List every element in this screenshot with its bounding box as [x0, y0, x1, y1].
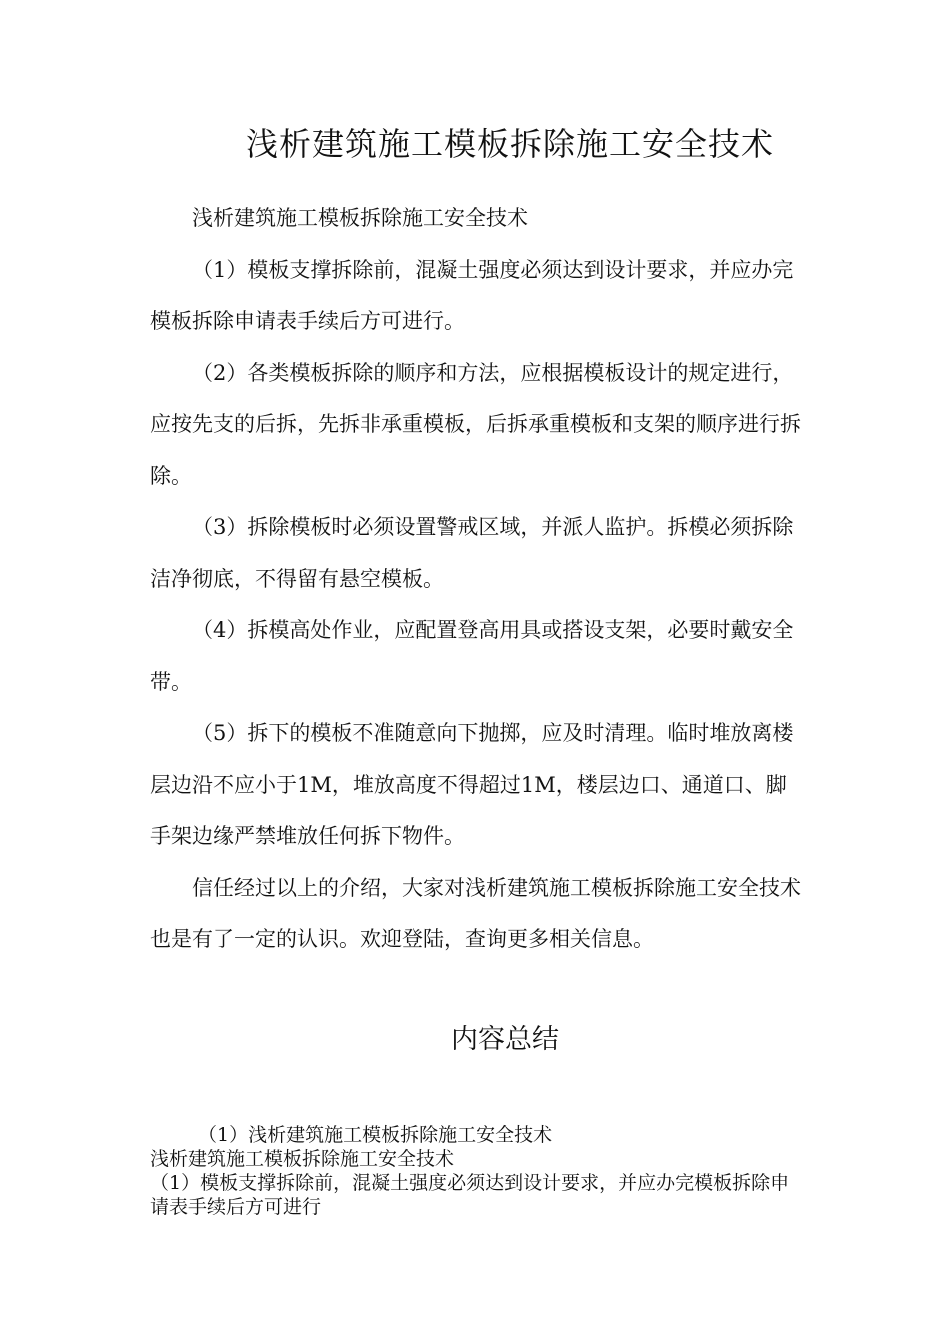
document-title: 浅析建筑施工模板拆除施工安全技术 [245, 125, 774, 163]
paragraph: （1）模板支撑拆除前，混凝土强度必须达到设计要求，并应办完模板拆除申请表手续后方可进行。 [150, 257, 794, 333]
paragraph: （3）拆除模板时必须设置警戒区域，并派人监护。拆模必须拆除洁净彻底，不得留有悬空模板。 [150, 515, 794, 591]
summary-line: （1）浅析建筑施工模板拆除施工安全技术 [198, 1124, 553, 1146]
document-body [150, 193, 805, 966]
paragraph: （4）拆模高处作业，应配置登高用具或搭设支架，必要时戴安全带。 [150, 618, 794, 694]
summary-line: （1）模板支撑拆除前，混凝土强度必须达到设计要求，并应办完模板拆除申请表手续后方可进行 [150, 1172, 790, 1218]
paragraph: 浅析建筑施工模板拆除施工安全技术 [192, 206, 528, 230]
paragraph: （2）各类模板拆除的顺序和方法，应根据模板设计的规定进行，应按先支的后拆，先拆非承重模板，后拆承重模板和支架的顺序进行拆除。 [150, 360, 801, 488]
summary-block [150, 1123, 790, 1219]
summary-line: 浅析建筑施工模板拆除施工安全技术 [150, 1148, 455, 1170]
paragraph: 信任经过以上的介绍，大家对浅析建筑施工模板拆除施工安全技术也是有了一定的认识。欢迎登陆，查询更多相关信息。 [150, 875, 801, 951]
paragraph: （5）拆下的模板不准随意向下抛掷，应及时清理。临时堆放离楼层边沿不应小于1M，堆放高度不得超过1M，楼层边口、通道口、脚手架边缘严禁堆放任何拆下物件。 [150, 721, 794, 848]
summary-heading: 内容总结 [451, 1024, 559, 1055]
